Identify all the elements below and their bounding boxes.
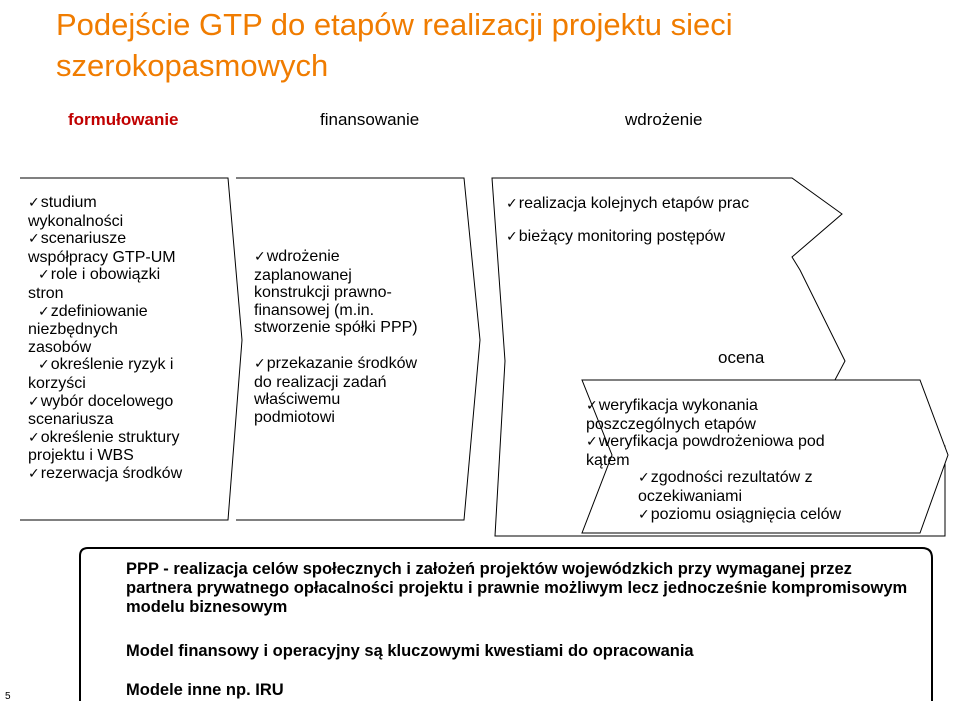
- list-item-text: rezerwacja środków: [40, 464, 183, 482]
- list-item-text: poszczególnych etapów: [586, 415, 756, 433]
- list-item: [254, 374, 418, 392]
- check-icon: ✓: [38, 303, 50, 320]
- list-item: [254, 267, 418, 285]
- list-item-text: korzyści: [28, 374, 86, 392]
- model-note: Model finansowy i operacyjny są kluczowymi kwestiami do opracowania: [126, 642, 694, 660]
- check-icon: ✓: [254, 249, 266, 265]
- list-item-text: bieżący monitoring postępów: [518, 227, 726, 245]
- other-models-note: Modele inne np. IRU: [126, 681, 284, 699]
- list-item: [28, 321, 182, 339]
- list-item: [586, 397, 841, 416]
- ppp-description: PPP - realizacja celów społecznych i założeń projektów wojewódzkich przy wymaganej przez partnera prywatnego opłacalności projektu i prawnie możliwym lecz jednocześnie kompromisowym modelu biznesowym: [126, 560, 908, 616]
- list-item: [586, 416, 841, 434]
- list-item: [28, 411, 182, 429]
- check-icon: ✓: [38, 357, 50, 374]
- check-icon: ✓: [38, 267, 50, 284]
- list-item: [586, 469, 841, 488]
- list-item: [586, 452, 841, 470]
- check-icon: ✓: [586, 398, 598, 414]
- list-item-text: scenariusza: [28, 411, 114, 429]
- list-item-text: projektu i WBS: [28, 447, 134, 465]
- list-item-text: stworzenie spółki PPP): [254, 319, 418, 337]
- list-item-text: realizacja kolejnych etapów prac: [518, 195, 750, 212]
- page-title: Podejście GTP do etapów realizacji projektu sieci szerokopasmowych: [56, 7, 733, 83]
- list-item-text: poziomu osiągnięcia celów: [650, 505, 842, 523]
- list-item-text: do realizacji zadań: [254, 373, 387, 391]
- list-item: [254, 284, 418, 302]
- list-item-text: scenariusze: [40, 230, 127, 248]
- list-item: [28, 213, 182, 231]
- list-item-text: wykonalności: [28, 212, 124, 230]
- list-item: [28, 429, 182, 448]
- list-item: [254, 409, 418, 427]
- check-icon: ✓: [28, 429, 40, 446]
- list-item-text: współpracy GTP-UM: [28, 248, 176, 266]
- check-icon: ✓: [28, 195, 40, 211]
- list-item: [586, 433, 841, 452]
- list-item-text: finansowej (m.in.: [254, 301, 375, 319]
- finansowanie-list: [254, 248, 418, 426]
- ppp-callout: [126, 560, 916, 700]
- list-item-text: określenie ryzyk i: [50, 356, 174, 374]
- check-icon: ✓: [586, 434, 598, 451]
- ocena-list: [586, 397, 841, 524]
- list-item-text: konstrukcji prawno-: [254, 284, 392, 302]
- list-item: [586, 488, 841, 506]
- check-icon: ✓: [638, 470, 650, 487]
- list-item-text: zgodności rezultatów z: [650, 469, 813, 487]
- phase-label-finansowanie: finansowanie: [320, 110, 420, 129]
- check-icon: ✓: [254, 355, 266, 372]
- list-item-text: zasobów: [28, 338, 92, 356]
- list-item-text: przekazanie środków: [266, 354, 418, 372]
- check-icon: ✓: [28, 231, 40, 248]
- list-item: [28, 303, 182, 322]
- list-item-text: weryfikacja wykonania: [598, 397, 758, 414]
- list-item: [254, 355, 418, 374]
- list-item: [28, 266, 182, 285]
- list-item: [28, 447, 182, 465]
- wdrozenie-list: [506, 195, 749, 246]
- phase-label-formulowanie: formułowanie: [68, 110, 179, 129]
- list-item-text: niezbędnych: [28, 321, 118, 339]
- list-item: [586, 506, 841, 525]
- list-item-text: stron: [28, 284, 64, 302]
- list-item-text: zaplanowanej: [254, 266, 352, 284]
- list-item: [28, 285, 182, 303]
- check-icon: ✓: [638, 506, 650, 523]
- list-item: [506, 228, 749, 247]
- ocena-title: ocena: [718, 348, 765, 367]
- list-item: [28, 356, 182, 375]
- list-item: [28, 465, 182, 484]
- list-item: [254, 319, 418, 337]
- list-item-text: oczekiwaniami: [638, 487, 743, 505]
- list-item-text: wdrożenie: [266, 248, 340, 265]
- list-item: [254, 248, 418, 267]
- list-item-text: wybór docelowego: [40, 392, 174, 410]
- page-number: 5: [5, 691, 11, 702]
- list-item-text: kątem: [586, 451, 630, 469]
- list-item: [254, 391, 418, 409]
- check-icon: ✓: [506, 228, 518, 245]
- list-item-text: zdefiniowanie: [50, 302, 148, 320]
- list-item: [28, 375, 182, 393]
- list-item: [28, 230, 182, 249]
- list-item-text: weryfikacja powdrożeniowa pod: [598, 433, 825, 451]
- check-icon: ✓: [28, 465, 40, 482]
- phase-label-wdrozenie: wdrożenie: [625, 110, 703, 129]
- list-item-text: studium: [40, 194, 97, 211]
- list-item-text: właściwemu: [254, 391, 341, 409]
- list-item: [28, 393, 182, 412]
- list-item: [506, 195, 749, 214]
- list-item: [254, 302, 418, 320]
- list-item: [28, 339, 182, 357]
- check-icon: ✓: [28, 393, 40, 410]
- list-item-text: role i obowiązki: [50, 266, 161, 284]
- list-item: [28, 194, 182, 213]
- list-item-text: określenie struktury: [40, 428, 180, 446]
- list-item-text: podmiotowi: [254, 408, 335, 426]
- list-item: [28, 249, 182, 267]
- check-icon: ✓: [506, 196, 518, 212]
- formulowanie-list: [28, 194, 182, 484]
